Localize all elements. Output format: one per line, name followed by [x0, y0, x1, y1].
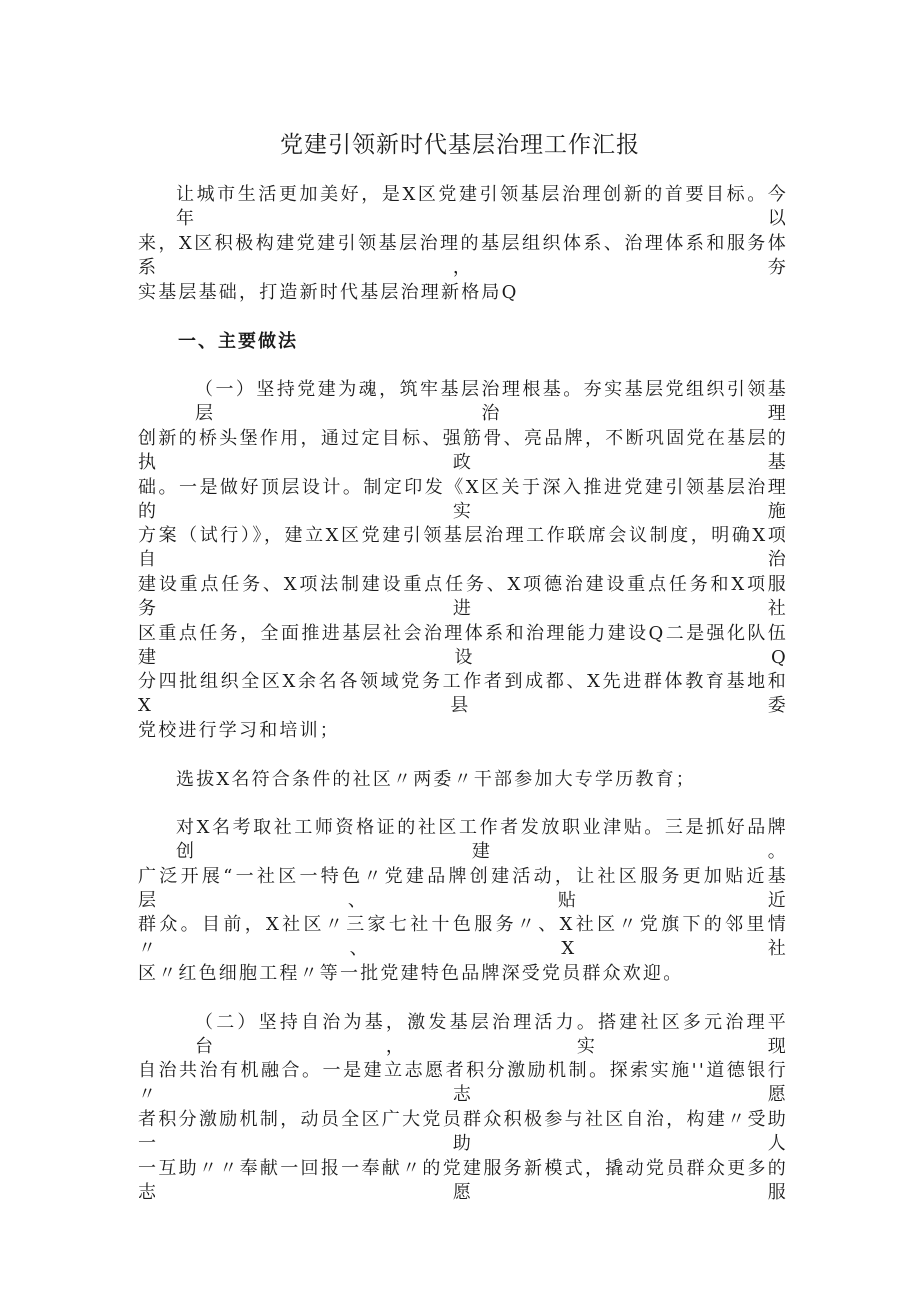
intro-line-3: 实基层基础，打造新时代基层治理新格局Q — [138, 282, 519, 303]
part1c-line-4: 区〃红色细胞工程〃等一批党建特色品牌深受党员群众欢迎。 — [138, 963, 684, 984]
part1-line-3: 础。一是做好顶层设计。制定印发《X区关于深入推进党建引领基层治理的实施 — [138, 477, 788, 522]
part2-line-4: 一互助〃〃奉献一回报一奉献〃的党建服务新模式，撬动党员群众更多的志愿服 — [138, 1158, 788, 1203]
section-heading-main-practices: 一、主要做法 — [178, 331, 298, 352]
part2-line-3: 者积分激励机制，动员全区广大党员群众积极参与社区自治，构建〃受助一助人 — [138, 1109, 788, 1154]
intro-line-1: 让城市生活更加美好，是X区党建引领基层治理创新的首要目标。今年以 — [176, 184, 788, 229]
part1-line-8: 党校进行学习和培训； — [138, 720, 340, 741]
part1-line-2: 创新的桥头堡作用，通过定目标、强筋骨、亮品牌，不断巩固党在基层的执政基 — [138, 428, 788, 473]
part2-line-2: 自治共治有机融合。一是建立志愿者积分激励机制。探索实施''道德银行〃志愿 — [138, 1060, 788, 1105]
part1-line-6: 区重点任务，全面推进基层社会治理体系和治理能力建设Q二是强化队伍建设Q — [138, 623, 788, 668]
part1-line-4: 方案（试行）》，建立X区党建引领基层治理工作联席会议制度，明确X项自治 — [138, 525, 788, 570]
part1c-line-3: 群众。目前，X社区〃三家七社十色服务〃、X社区〃党旗下的邻里情〃、X社 — [138, 914, 788, 959]
part1-line-5: 建设重点任务、X项法制建设重点任务、X项德治建设重点任务和X项服务进社 — [138, 574, 788, 619]
part1-selection-line: 选拔X名符合条件的社区〃两委〃干部参加大专学历教育； — [176, 769, 697, 790]
part1c-line-2: 广泛开展“一社区一特色〃党建品牌创建活动，让社区服务更加贴近基层、贴近 — [138, 866, 788, 911]
part2-line-1: （二）坚持自治为基，激发基层治理活力。搭建社区多元治理平台，实现 — [195, 1012, 788, 1057]
part1-line-1: （一）坚持党建为魂，筑牢基层治理根基。夯实基层党组织引领基层治理 — [195, 379, 788, 424]
part1-line-7: 分四批组织全区X余名各领域党务工作者到成都、X先进群体教育基地和X县委 — [138, 671, 788, 716]
intro-line-2: 来，X区积极构建党建引领基层治理的基层组织体系、治理体系和服务体系，夯 — [138, 233, 788, 278]
part1c-line-1: 对X名考取社工师资格证的社区工作者发放职业津贴。三是抓好品牌创建。 — [176, 817, 788, 862]
document-title: 党建引领新时代基层治理工作汇报 — [280, 132, 640, 158]
